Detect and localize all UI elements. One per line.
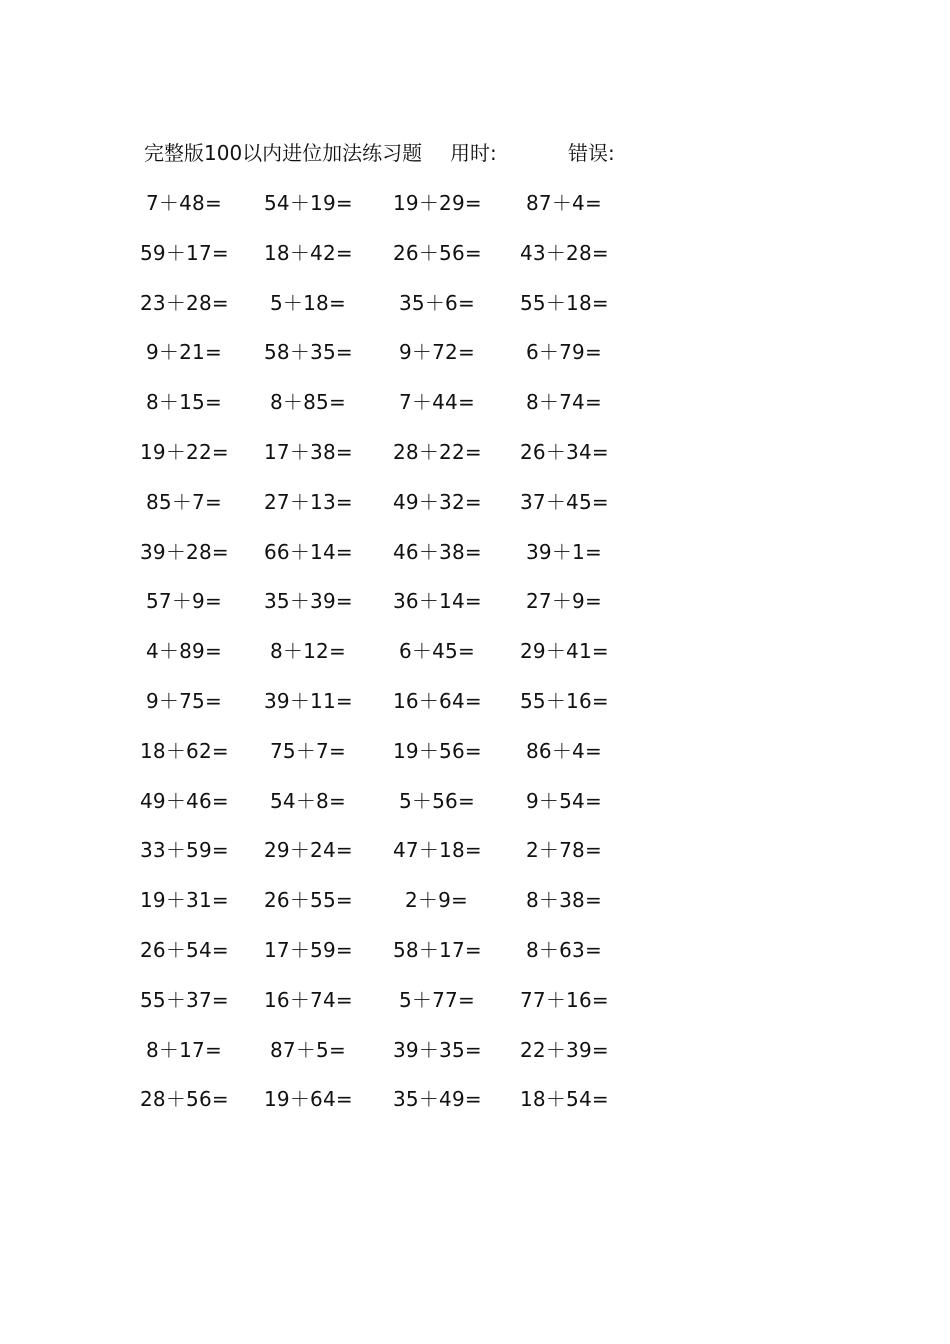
problem-cell: 23＋28= — [140, 290, 229, 315]
problem-cell: 87＋5= — [270, 1037, 346, 1062]
problem-cell: 19＋29= — [393, 191, 482, 215]
problem-cell: 19＋56= — [393, 738, 482, 763]
problem-cell: 46＋38= — [393, 539, 482, 564]
errors-label: 错误: — [568, 141, 615, 165]
problem-cell: 5＋77= — [399, 987, 475, 1012]
problem-cell: 87＋4= — [526, 191, 602, 215]
problem-cell: 4＋89= — [146, 639, 222, 664]
problem-cell: 6＋79= — [526, 340, 602, 365]
problem-cell: 26＋34= — [520, 440, 609, 464]
problem-cell: 8＋38= — [526, 888, 602, 913]
time-used-label: 用时: — [450, 141, 497, 165]
problem-cell: 7＋44= — [399, 390, 475, 415]
problem-cell: 17＋38= — [264, 440, 353, 464]
problem-cell: 39＋11= — [264, 689, 353, 713]
problem-cell: 36＋14= — [393, 589, 482, 614]
problem-cell: 77＋16= — [520, 987, 609, 1012]
problem-cell: 8＋74= — [526, 390, 602, 415]
problem-cell: 26＋54= — [140, 938, 229, 962]
problem-cell: 2＋9= — [405, 888, 469, 913]
problem-cell: 55＋18= — [520, 290, 609, 315]
problem-cell: 2＋78= — [526, 838, 602, 863]
problem-cell: 28＋22= — [393, 440, 482, 464]
problem-cell: 27＋13= — [264, 489, 353, 514]
problem-cell: 29＋24= — [264, 838, 353, 863]
problem-cell: 17＋59= — [264, 938, 353, 962]
problem-cell: 59＋17= — [140, 240, 229, 265]
problem-cell: 19＋31= — [140, 888, 229, 913]
problem-cell: 18＋42= — [264, 240, 353, 265]
problem-cell: 18＋54= — [520, 1087, 609, 1112]
problem-cell: 49＋32= — [393, 489, 482, 514]
problem-cell: 9＋54= — [526, 788, 602, 813]
problem-cell: 55＋16= — [520, 689, 609, 713]
problem-cell: 49＋46= — [140, 788, 229, 813]
problem-cell: 9＋72= — [399, 340, 475, 365]
problem-cell: 39＋28= — [140, 539, 229, 564]
problem-cell: 9＋21= — [146, 340, 222, 365]
problem-cell: 35＋49= — [393, 1087, 482, 1112]
problem-cell: 8＋17= — [146, 1037, 222, 1062]
problem-cell: 75＋7= — [270, 738, 346, 763]
problem-cell: 8＋63= — [526, 938, 602, 962]
problem-cell: 22＋39= — [520, 1037, 609, 1062]
problem-cell: 39＋1= — [526, 539, 602, 564]
problem-cell: 66＋14= — [264, 539, 353, 564]
problem-cell: 5＋18= — [270, 290, 346, 315]
problem-cell: 9＋75= — [146, 689, 222, 713]
problem-cell: 35＋6= — [399, 290, 475, 315]
worksheet-header — [0, 137, 950, 165]
problem-cell: 37＋45= — [520, 489, 609, 514]
problem-cell: 16＋64= — [393, 689, 482, 713]
problem-cell: 28＋56= — [140, 1087, 229, 1112]
problem-cell: 5＋56= — [399, 788, 475, 813]
problem-cell: 57＋9= — [146, 589, 222, 614]
problem-cell: 58＋17= — [393, 938, 482, 962]
problem-cell: 16＋74= — [264, 987, 353, 1012]
problem-cell: 86＋4= — [526, 738, 602, 763]
problem-cell: 29＋41= — [520, 639, 609, 664]
problem-cell: 26＋55= — [264, 888, 353, 913]
problem-cell: 33＋59= — [140, 838, 229, 863]
problem-cell: 8＋12= — [270, 639, 346, 664]
problem-cell: 39＋35= — [393, 1037, 482, 1062]
problem-cell: 47＋18= — [393, 838, 482, 863]
problem-cell: 8＋85= — [270, 390, 346, 415]
problem-cell: 26＋56= — [393, 240, 482, 265]
problem-cell: 8＋15= — [146, 390, 222, 415]
problem-cell: 54＋19= — [264, 191, 353, 215]
problem-cell: 35＋39= — [264, 589, 353, 614]
worksheet-title: 完整版100以内进位加法练习题 — [144, 141, 423, 165]
problem-cell: 55＋37= — [140, 987, 229, 1012]
problem-cell: 6＋45= — [399, 639, 475, 664]
problem-cell: 19＋64= — [264, 1087, 353, 1112]
problem-cell: 18＋62= — [140, 738, 229, 763]
problem-cell: 85＋7= — [146, 489, 222, 514]
problem-cell: 43＋28= — [520, 240, 609, 265]
problem-cell: 58＋35= — [264, 340, 353, 365]
problem-cell: 19＋22= — [140, 440, 229, 464]
problem-cell: 27＋9= — [526, 589, 602, 614]
problem-cell: 7＋48= — [146, 191, 222, 215]
problem-cell: 54＋8= — [270, 788, 346, 813]
